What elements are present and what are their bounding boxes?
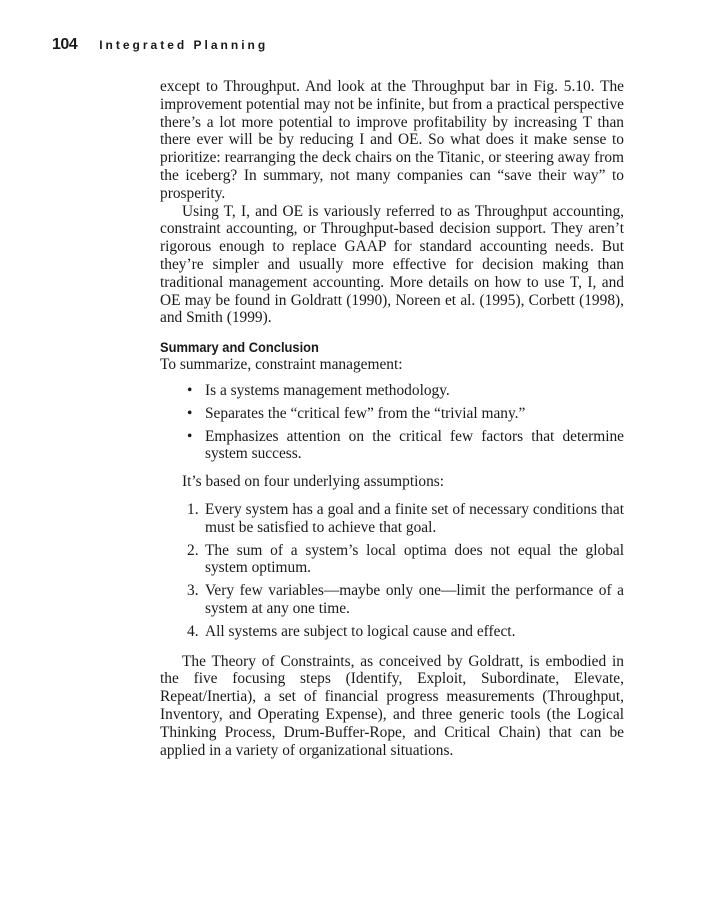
list-item (187, 622, 624, 641)
list-item (187, 500, 624, 537)
list-item-text: The sum of a system’s local optima does not equal the global system optimum. (205, 541, 624, 577)
list-item-text: Emphasizes attention on the critical few factors that determine system success. (205, 427, 624, 463)
list-number: 4. (187, 622, 199, 640)
running-head-title: Integrated Planning (99, 38, 269, 52)
list-item (187, 582, 624, 618)
bullet-list (160, 382, 624, 463)
list-item-text: Very few variables—maybe only one—limit the performance of a system at any one time. (205, 582, 624, 617)
bullet-icon: • (187, 381, 193, 399)
list-number: 3. (187, 582, 199, 600)
list-item-text: All systems are subject to logical cause and effect. (205, 622, 516, 640)
bullet-icon: • (187, 427, 193, 445)
list-item-text: Separates the “critical few” from the “trivial many.” (205, 404, 526, 422)
page-number: 104 (52, 36, 78, 53)
list-item (187, 427, 624, 464)
page-body (160, 78, 624, 759)
section-heading: Summary and Conclusion (160, 339, 319, 356)
list-item (187, 404, 624, 423)
list-number: 1. (187, 500, 199, 518)
list-item (187, 541, 624, 578)
assumptions-intro: It’s based on four underlying assumptions: (182, 473, 445, 491)
bullet-icon: • (187, 404, 193, 422)
paragraph: Using T, I, and OE is variously referred to as Throughput accounting, constraint accounting, or Throughput-based decision support. They aren’t rigorous enough to replace GAAP for standard accounting needs. But they’re simpler and usually more effective for decision making than traditional management accounting. More details on how to use T, I, and OE may be found in Goldratt (1990), Noreen et al. (1995), Corbett (1998), and Smith (1999). (160, 202, 624, 327)
paragraph: except to Throughput. And look at the Throughput bar in Fig. 5.10. The improvement potential may not be infinite, but from a practical perspective there’s a lot more potential to improve profitability by increasing T than there ever will be by reducing I and OE. So what does it make sense to prioritize: rearranging the deck chairs on the Titanic, or steering away from the iceberg? In summary, not many companies can “save their way” to prosperity. (160, 78, 624, 202)
list-number: 2. (187, 541, 199, 559)
running-header (52, 36, 268, 56)
list-item (187, 381, 624, 400)
conclusion-paragraph: The Theory of Constraints, as conceived by Goldratt, is embodied in the five focusing steps (Identify, Exploit, Subordinate, Elevate, Repeat/Inertia), a set of financial progress measurements (Throughput, Inventory, and Operating Expense), and three generic tools (the Logical Thinking Process, Drum-Buffer-Rope, and Critical Chain) that can be applied in a variety of organizational situations. (160, 652, 624, 759)
list-item-text: Every system has a goal and a finite set of necessary conditions that must be satisfied to achieve that goal. (205, 500, 624, 536)
assumptions-list (160, 501, 624, 641)
list-item-text: Is a systems management methodology. (205, 381, 450, 399)
section-intro: To summarize, constraint management: (160, 356, 403, 374)
